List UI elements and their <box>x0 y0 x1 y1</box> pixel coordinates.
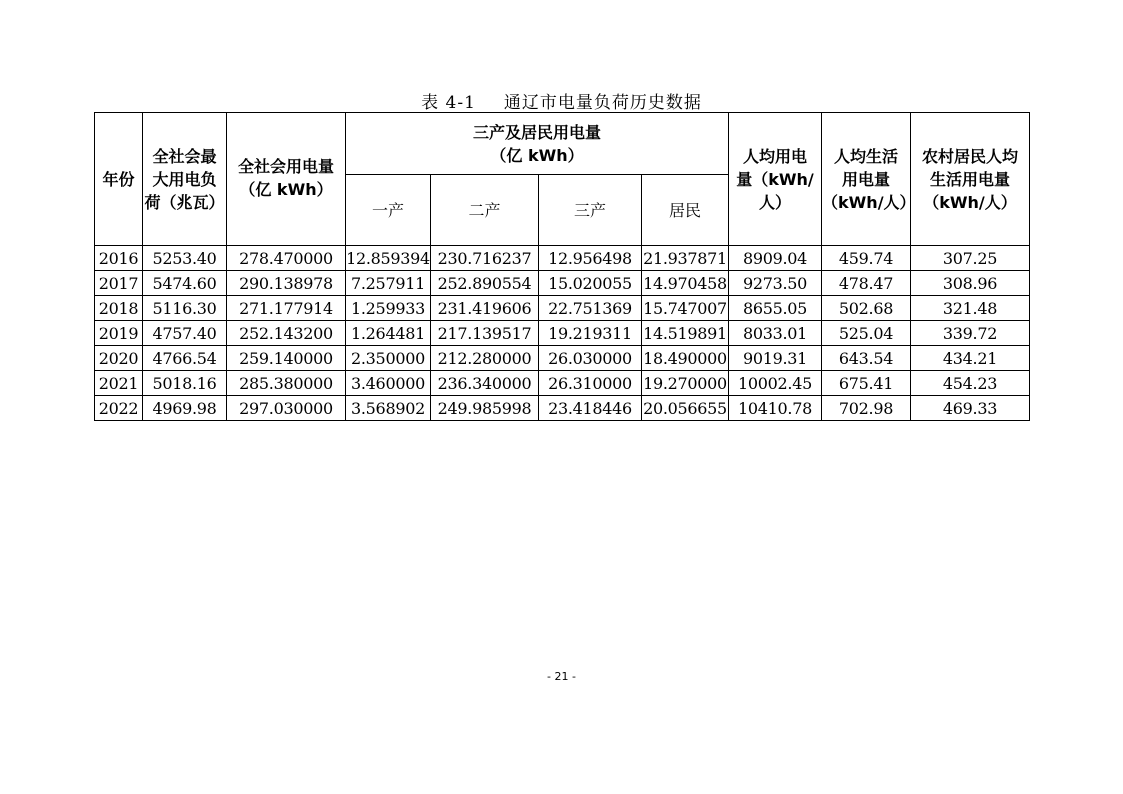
table-cell: 8033.01 <box>729 321 822 346</box>
table-cell: 5474.60 <box>143 271 227 296</box>
table-cell: 5018.16 <box>143 371 227 396</box>
header-residential: 居民 <box>642 175 729 246</box>
table-title: 通辽市电量负荷历史数据 <box>503 93 702 113</box>
page-number: - 21 - <box>547 670 576 683</box>
table-cell: 236.340000 <box>431 371 539 396</box>
table-cell: 14.519891 <box>642 321 729 346</box>
table-cell: 231.419606 <box>431 296 539 321</box>
table-cell: 454.23 <box>911 371 1030 396</box>
table-cell: 8909.04 <box>729 246 822 271</box>
table-cell: 469.33 <box>911 396 1030 421</box>
table-cell: 675.41 <box>822 371 911 396</box>
table-cell: 21.937871 <box>642 246 729 271</box>
table-cell: 4757.40 <box>143 321 227 346</box>
table-row <box>95 396 1030 421</box>
table-row <box>95 271 1030 296</box>
table-cell: 2017 <box>95 271 143 296</box>
table-cell: 19.270000 <box>642 371 729 396</box>
table-cell: 10410.78 <box>729 396 822 421</box>
table-cell: 502.68 <box>822 296 911 321</box>
table-cell: 308.96 <box>911 271 1030 296</box>
table-cell: 1.264481 <box>346 321 431 346</box>
table-cell: 278.470000 <box>227 246 346 271</box>
table-cell: 434.21 <box>911 346 1030 371</box>
header-per-capita: 人均用电 量（kWh/ 人） <box>729 113 822 246</box>
table-cell: 22.751369 <box>539 296 642 321</box>
table-cell: 252.143200 <box>227 321 346 346</box>
header-total-consumption: 全社会用电量 （亿 kWh） <box>227 113 346 246</box>
table-cell: 2020 <box>95 346 143 371</box>
table-cell: 2016 <box>95 246 143 271</box>
table-cell: 12.956498 <box>539 246 642 271</box>
table-cell: 9273.50 <box>729 271 822 296</box>
table-cell: 217.139517 <box>431 321 539 346</box>
table-row <box>95 371 1030 396</box>
header-rural-per-capita: 农村居民人均 生活用电量 （kWh/人） <box>911 113 1030 246</box>
table-cell: 15.020055 <box>539 271 642 296</box>
table-cell: 8655.05 <box>729 296 822 321</box>
table-caption <box>0 88 1123 113</box>
table-cell: 26.030000 <box>539 346 642 371</box>
table-cell: 10002.45 <box>729 371 822 396</box>
table-cell: 19.219311 <box>539 321 642 346</box>
header-tertiary: 三产 <box>539 175 642 246</box>
table-cell: 230.716237 <box>431 246 539 271</box>
table-cell: 12.859394 <box>346 246 431 271</box>
data-table <box>94 112 1030 421</box>
table-cell: 7.257911 <box>346 271 431 296</box>
header-per-capita-life: 人均生活 用电量 （kWh/人） <box>822 113 911 246</box>
table-cell: 5116.30 <box>143 296 227 321</box>
table-cell: 5253.40 <box>143 246 227 271</box>
table-cell: 525.04 <box>822 321 911 346</box>
table-cell: 285.380000 <box>227 371 346 396</box>
table-cell: 643.54 <box>822 346 911 371</box>
table-cell: 702.98 <box>822 396 911 421</box>
table-cell: 212.280000 <box>431 346 539 371</box>
table-number: 表 4-1 <box>421 93 476 113</box>
table-cell: 3.460000 <box>346 371 431 396</box>
table-cell: 307.25 <box>911 246 1030 271</box>
table-cell: 18.490000 <box>642 346 729 371</box>
table-body <box>95 246 1030 421</box>
table-cell: 20.056655 <box>642 396 729 421</box>
table-cell: 2.350000 <box>346 346 431 371</box>
table-cell: 339.72 <box>911 321 1030 346</box>
header-max-load: 全社会最 大用电负 荷（兆瓦） <box>143 113 227 246</box>
table-row <box>95 321 1030 346</box>
table-cell: 4766.54 <box>143 346 227 371</box>
header-sector-group: 三产及居民用电量 （亿 kWh） <box>346 113 729 175</box>
table-cell: 15.747007 <box>642 296 729 321</box>
table-cell: 14.970458 <box>642 271 729 296</box>
table-cell: 3.568902 <box>346 396 431 421</box>
header-primary: 一产 <box>346 175 431 246</box>
header-year: 年份 <box>95 113 143 246</box>
table-cell: 252.890554 <box>431 271 539 296</box>
header-secondary: 二产 <box>431 175 539 246</box>
table-cell: 1.259933 <box>346 296 431 321</box>
table-cell: 9019.31 <box>729 346 822 371</box>
table-cell: 2022 <box>95 396 143 421</box>
table-cell: 297.030000 <box>227 396 346 421</box>
table-cell: 249.985998 <box>431 396 539 421</box>
table-cell: 26.310000 <box>539 371 642 396</box>
table-cell: 271.177914 <box>227 296 346 321</box>
table-cell: 4969.98 <box>143 396 227 421</box>
table-cell: 2019 <box>95 321 143 346</box>
table-cell: 290.138978 <box>227 271 346 296</box>
table-cell: 321.48 <box>911 296 1030 321</box>
table-cell: 23.418446 <box>539 396 642 421</box>
table-cell: 478.47 <box>822 271 911 296</box>
table-cell: 459.74 <box>822 246 911 271</box>
table-row <box>95 296 1030 321</box>
table-cell: 259.140000 <box>227 346 346 371</box>
table-cell: 2021 <box>95 371 143 396</box>
table-row <box>95 246 1030 271</box>
table-row <box>95 346 1030 371</box>
table-cell: 2018 <box>95 296 143 321</box>
